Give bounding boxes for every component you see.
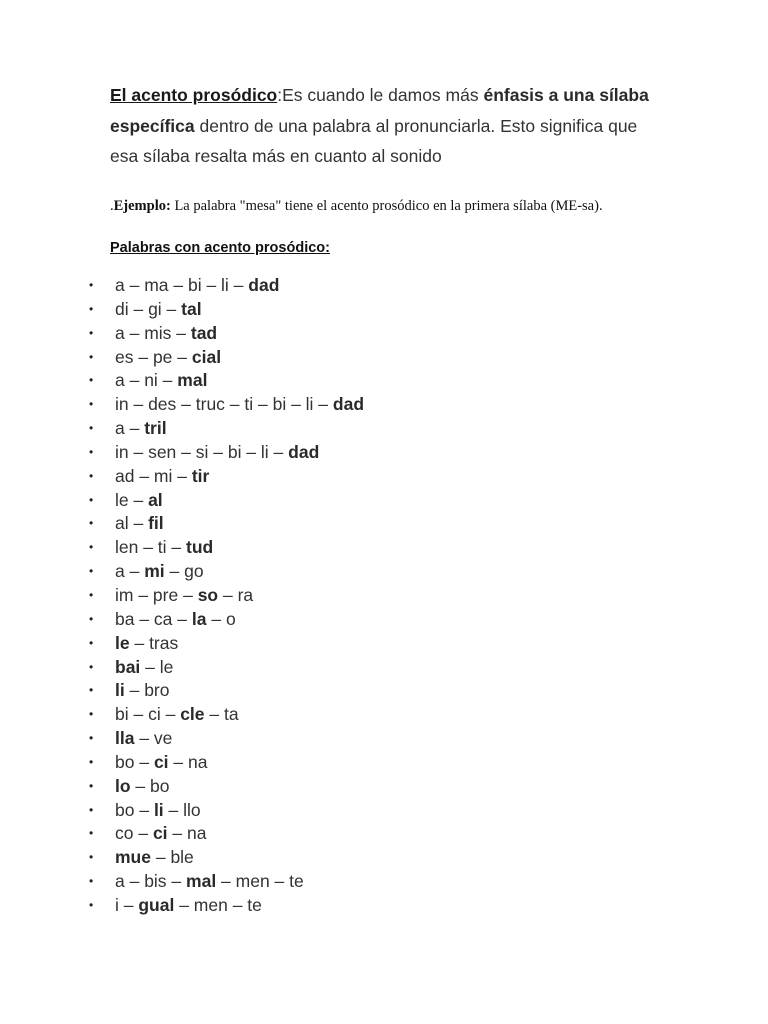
- stressed-syllable: bai: [115, 656, 141, 677]
- list-item: [0, 822, 364, 846]
- list-item: [0, 608, 364, 632]
- stressed-syllable: tir: [191, 465, 210, 486]
- bullet-icon: •: [89, 874, 94, 889]
- bullet-icon: •: [89, 349, 94, 364]
- syllable-text: i –: [115, 894, 139, 915]
- stressed-syllable: gual: [138, 894, 175, 915]
- syllable-text: – tras: [129, 632, 179, 653]
- syllable-text: a –: [115, 561, 145, 582]
- bullet-icon: •: [89, 325, 94, 340]
- bullet-icon: •: [89, 802, 94, 817]
- bullet-icon: •: [89, 587, 94, 602]
- stressed-syllable: tad: [190, 322, 218, 343]
- syllable-text: – bo: [130, 775, 170, 796]
- list-item: [0, 417, 364, 441]
- stressed-syllable: cle: [180, 704, 205, 725]
- stressed-syllable: ci: [153, 751, 169, 772]
- bullet-icon: •: [89, 421, 94, 436]
- bullet-icon: •: [89, 659, 94, 674]
- intro-text-1: :Es cuando le damos más: [277, 85, 484, 105]
- list-item: [0, 656, 364, 680]
- bullet-icon: •: [89, 707, 94, 722]
- syllable-text: a – bis –: [115, 871, 187, 892]
- syllable-text: – na: [167, 823, 207, 844]
- stressed-syllable: mue: [115, 847, 151, 868]
- stressed-syllable: cial: [191, 346, 222, 367]
- bullet-icon: •: [89, 444, 94, 459]
- bullet-icon: •: [89, 516, 94, 531]
- list-item: [0, 560, 364, 584]
- bullet-icon: •: [89, 778, 94, 793]
- stressed-syllable: ci: [152, 823, 168, 844]
- syllable-text: – o: [206, 608, 236, 629]
- intro-emphasis: énfasis a una sílaba específica: [110, 85, 649, 136]
- stressed-syllable: lla: [115, 728, 135, 749]
- list-item: [0, 512, 364, 536]
- bullet-icon: •: [89, 754, 94, 769]
- syllable-text: in – des – truc – ti – bi – li –: [115, 394, 333, 415]
- list-item: [0, 584, 364, 608]
- syllable-text: len – ti –: [115, 537, 187, 558]
- list-item: [0, 775, 364, 799]
- list-heading: Palabras con acento prosódico:: [110, 240, 330, 256]
- stressed-syllable: li: [115, 680, 125, 701]
- stressed-syllable: dad: [332, 394, 365, 415]
- bullet-icon: •: [89, 564, 94, 579]
- bullet-icon: •: [89, 397, 94, 412]
- syllable-text: im – pre –: [115, 584, 198, 605]
- list-item: [0, 441, 364, 465]
- syllable-text: – na: [168, 751, 208, 772]
- syllable-text: ba – ca –: [115, 608, 192, 629]
- bullet-icon: •: [89, 850, 94, 865]
- example-line: [110, 196, 710, 216]
- stressed-syllable: mal: [186, 871, 217, 892]
- list-item: [0, 632, 364, 656]
- syllable-text: a –: [115, 418, 145, 439]
- syllable-text: – go: [164, 561, 204, 582]
- example-label: Ejemplo:: [113, 198, 171, 214]
- syllable-text: – le: [140, 656, 174, 677]
- stressed-syllable: tril: [144, 418, 167, 439]
- syllable-text: in – sen – si – bi – li –: [115, 441, 289, 462]
- example-prefix: .: [110, 198, 114, 214]
- bullet-icon: •: [89, 635, 94, 650]
- stressed-syllable: le: [115, 632, 130, 653]
- bullet-icon: •: [89, 492, 94, 507]
- stressed-syllable: dad: [248, 275, 280, 295]
- list-item: [0, 894, 364, 918]
- list-item: [0, 703, 364, 727]
- list-item: [0, 346, 364, 370]
- bullet-icon: •: [89, 731, 94, 746]
- list-item: [0, 322, 364, 346]
- example-text: La palabra "mesa" tiene el acento prosódico en la primera sílaba (ME-sa).: [170, 198, 603, 214]
- list-item: [0, 751, 364, 775]
- list-item: [0, 846, 364, 870]
- syllable-text: – llo: [163, 799, 201, 820]
- list-item: [0, 298, 364, 322]
- syllable-text: – bro: [124, 680, 170, 701]
- syllable-text: – men – te: [174, 894, 262, 915]
- list-item: [0, 393, 364, 417]
- syllable-text: bo –: [115, 799, 154, 820]
- intro-paragraph: [110, 80, 670, 172]
- bullet-icon: •: [89, 897, 94, 912]
- stressed-syllable: la: [191, 608, 207, 629]
- syllable-text: – ta: [204, 704, 239, 725]
- list-item: [0, 489, 364, 513]
- syllable-text: a – ma – bi – li –: [115, 275, 249, 295]
- bullet-icon: •: [89, 301, 94, 316]
- list-item: [0, 870, 364, 894]
- syllable-text: di – gi –: [115, 298, 182, 319]
- stressed-syllable: fil: [148, 513, 164, 534]
- intro-text-2: dentro de una palabra al pronunciarla. Esto significa que esa sílaba resalta más en cuanto al sonido: [110, 115, 638, 166]
- syllable-text: a – mis –: [115, 322, 191, 343]
- syllable-text: – ble: [150, 847, 194, 868]
- stressed-syllable: lo: [115, 775, 131, 796]
- bullet-icon: •: [89, 278, 94, 292]
- syllable-text: a – ni –: [115, 370, 178, 391]
- list-item: [0, 727, 364, 751]
- list-item: [0, 465, 364, 489]
- bullet-icon: •: [89, 540, 94, 555]
- bullet-icon: •: [89, 826, 94, 841]
- syllable-text: ad – mi –: [115, 465, 192, 486]
- syllable-text: es – pe –: [115, 346, 192, 367]
- stressed-syllable: mal: [177, 370, 208, 391]
- syllable-text: co –: [115, 823, 153, 844]
- syllable-list: [0, 274, 364, 918]
- syllable-text: al –: [115, 513, 149, 534]
- stressed-syllable: so: [197, 584, 219, 605]
- list-item: [0, 679, 364, 703]
- syllable-text: – men – te: [216, 871, 304, 892]
- bullet-icon: •: [89, 611, 94, 626]
- syllable-text: – ve: [134, 728, 173, 749]
- syllable-text: bo –: [115, 751, 154, 772]
- stressed-syllable: dad: [288, 441, 320, 462]
- bullet-icon: •: [89, 683, 94, 698]
- stressed-syllable: li: [153, 799, 164, 820]
- stressed-syllable: al: [148, 489, 163, 510]
- stressed-syllable: mi: [144, 561, 165, 582]
- bullet-icon: •: [89, 373, 94, 388]
- syllable-text: le –: [115, 489, 149, 510]
- intro-title: El acento prosódico: [110, 85, 278, 105]
- list-item: [0, 369, 364, 393]
- syllable-text: bi – ci –: [115, 704, 181, 725]
- syllable-text: – ra: [218, 584, 254, 605]
- list-item: [0, 799, 364, 823]
- list-item: [0, 536, 364, 560]
- stressed-syllable: tud: [186, 537, 214, 558]
- bullet-icon: •: [89, 468, 94, 483]
- list-item: [0, 274, 364, 298]
- stressed-syllable: tal: [181, 298, 202, 319]
